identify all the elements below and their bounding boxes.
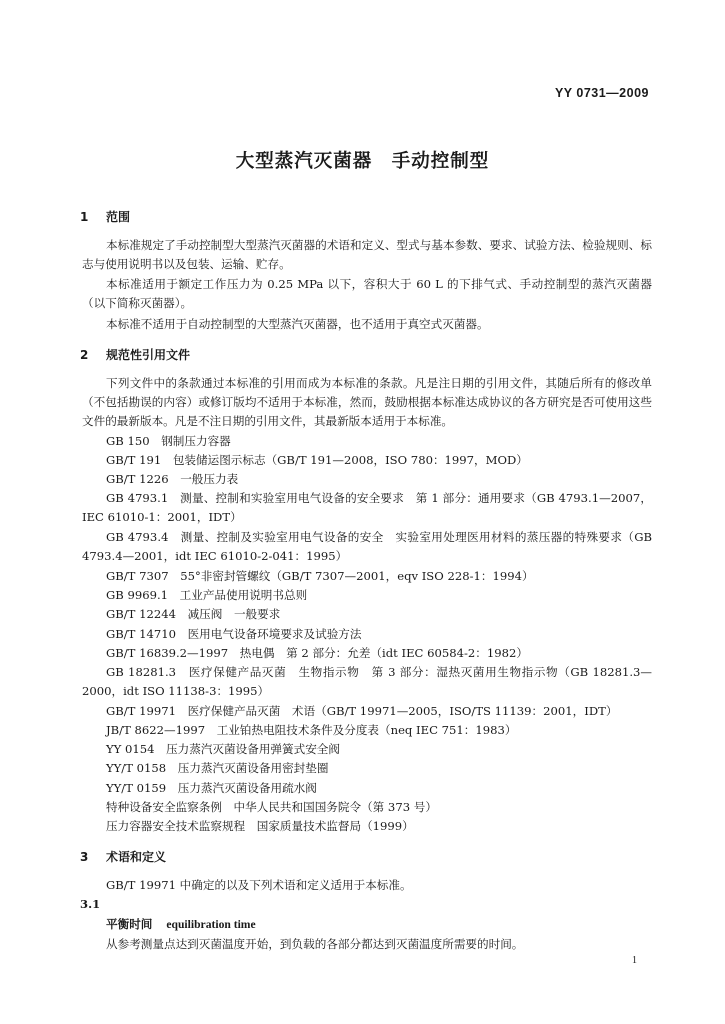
reference-item: GB/T 7307 55°非密封管螺纹（GB/T 7307—2001，eqv ISO 228-1：1994） xyxy=(106,569,534,583)
term-entry xyxy=(106,916,256,932)
reference-item: 特种设备安全监察条例 中华人民共和国国务院令（第 373 号） xyxy=(106,800,437,814)
section-1-heading xyxy=(80,208,130,225)
page-number: 1 xyxy=(632,955,637,966)
reference-item: GB 4793.1 测量、控制和实验室用电气设备的安全要求 第 1 部分：通用要求（GB 4793.1—2007，IEC 61010-1：2001，IDT） xyxy=(82,491,652,525)
reference-item: GB 4793.4 测量、控制及实验室用电气设备的安全 实验室用处理医用材料的蒸压器的特殊要求（GB 4793.4—2001，idt IEC 61010-2-041：1995） xyxy=(82,530,652,564)
term-number: 3.1 xyxy=(80,897,101,911)
section-3-intro: GB/T 19971 中确定的以及下列术语和定义适用于本标准。 xyxy=(106,878,412,892)
section-1-paragraph-1: 本标准规定了手动控制型大型蒸汽灭菌器的术语和定义、型式与基本参数、要求、试验方法、检验规则、标志与使用说明书以及包装、运输、贮存。 xyxy=(82,238,652,272)
section-2-intro: 下列文件中的条款通过本标准的引用而成为本标准的条款。凡是注日期的引用文件，其随后所有的修改单（不包括勘误的内容）或修订版均不适用于本标准，然而，鼓励根据本标准达成协议的各方研究是否可使用这些文件的最新版本。凡是不注日期的引用文件，其最新版本适用于本标准。 xyxy=(82,376,652,429)
reference-item: GB/T 1226 一般压力表 xyxy=(106,472,239,486)
document-title: 大型蒸汽灭菌器 手动控制型 xyxy=(235,151,490,172)
reference-item: YY/T 0159 压力蒸汽灭菌设备用疏水阀 xyxy=(106,781,317,795)
reference-item: JB/T 8622—1997 工业铂热电阻技术条件及分度表（neq IEC 751：1983） xyxy=(106,723,517,737)
section-2-title: 规范性引用文件 xyxy=(106,348,191,362)
reference-item: GB/T 16839.2—1997 热电偶 第 2 部分：允差（idt IEC 60584-2：1982） xyxy=(106,646,528,660)
standard-number: YY 0731—2009 xyxy=(554,86,649,100)
section-3-title: 术语和定义 xyxy=(106,850,167,864)
reference-item: GB/T 12244 减压阀 一般要求 xyxy=(106,607,281,621)
reference-item: YY 0154 压力蒸汽灭菌设备用弹簧式安全阀 xyxy=(106,742,340,756)
reference-item: 压力容器安全技术监察规程 国家质量技术监督局（1999） xyxy=(106,819,414,833)
reference-item: GB/T 14710 医用电气设备环境要求及试验方法 xyxy=(106,627,362,641)
section-1-title: 范围 xyxy=(106,210,131,224)
section-2-heading xyxy=(80,346,190,363)
section-1-number: 1 xyxy=(80,210,89,224)
term-english: equilibration time xyxy=(166,918,256,931)
reference-item: GB 9969.1 工业产品使用说明书总则 xyxy=(106,588,308,602)
section-3-heading xyxy=(80,848,166,865)
reference-item: GB 18281.3 医疗保健产品灭菌 生物指示物 第 3 部分：湿热灭菌用生物指示物（GB 18281.3—2000，idt ISO 11138-3：1995） xyxy=(82,665,652,699)
reference-item: GB 150 钢制压力容器 xyxy=(106,434,231,448)
section-3-number: 3 xyxy=(80,850,89,864)
reference-item: GB/T 191 包装储运图示标志（GB/T 191—2008，ISO 780：1997，MOD） xyxy=(106,453,528,467)
section-1-paragraph-3: 本标准不适用于自动控制型的大型蒸汽灭菌器，也不适用于真空式灭菌器。 xyxy=(106,317,489,331)
section-1-paragraph-2: 本标准适用于额定工作压力为 0.25 MPa 以下，容积大于 60 L 的下排气式、手动控制型的蒸汽灭菌器（以下简称灭菌器）。 xyxy=(82,277,652,311)
term-chinese: 平衡时间 xyxy=(106,917,153,931)
reference-item: YY/T 0158 压力蒸汽灭菌设备用密封垫圈 xyxy=(106,761,329,775)
section-2-number: 2 xyxy=(80,348,89,362)
term-definition: 从参考测量点达到灭菌温度开始，到负载的各部分都达到灭菌温度所需要的时间。 xyxy=(106,937,524,951)
reference-item: GB/T 19971 医疗保健产品灭菌 术语（GB/T 19971—2005，ISO/TS 11139：2001，IDT） xyxy=(106,704,618,718)
